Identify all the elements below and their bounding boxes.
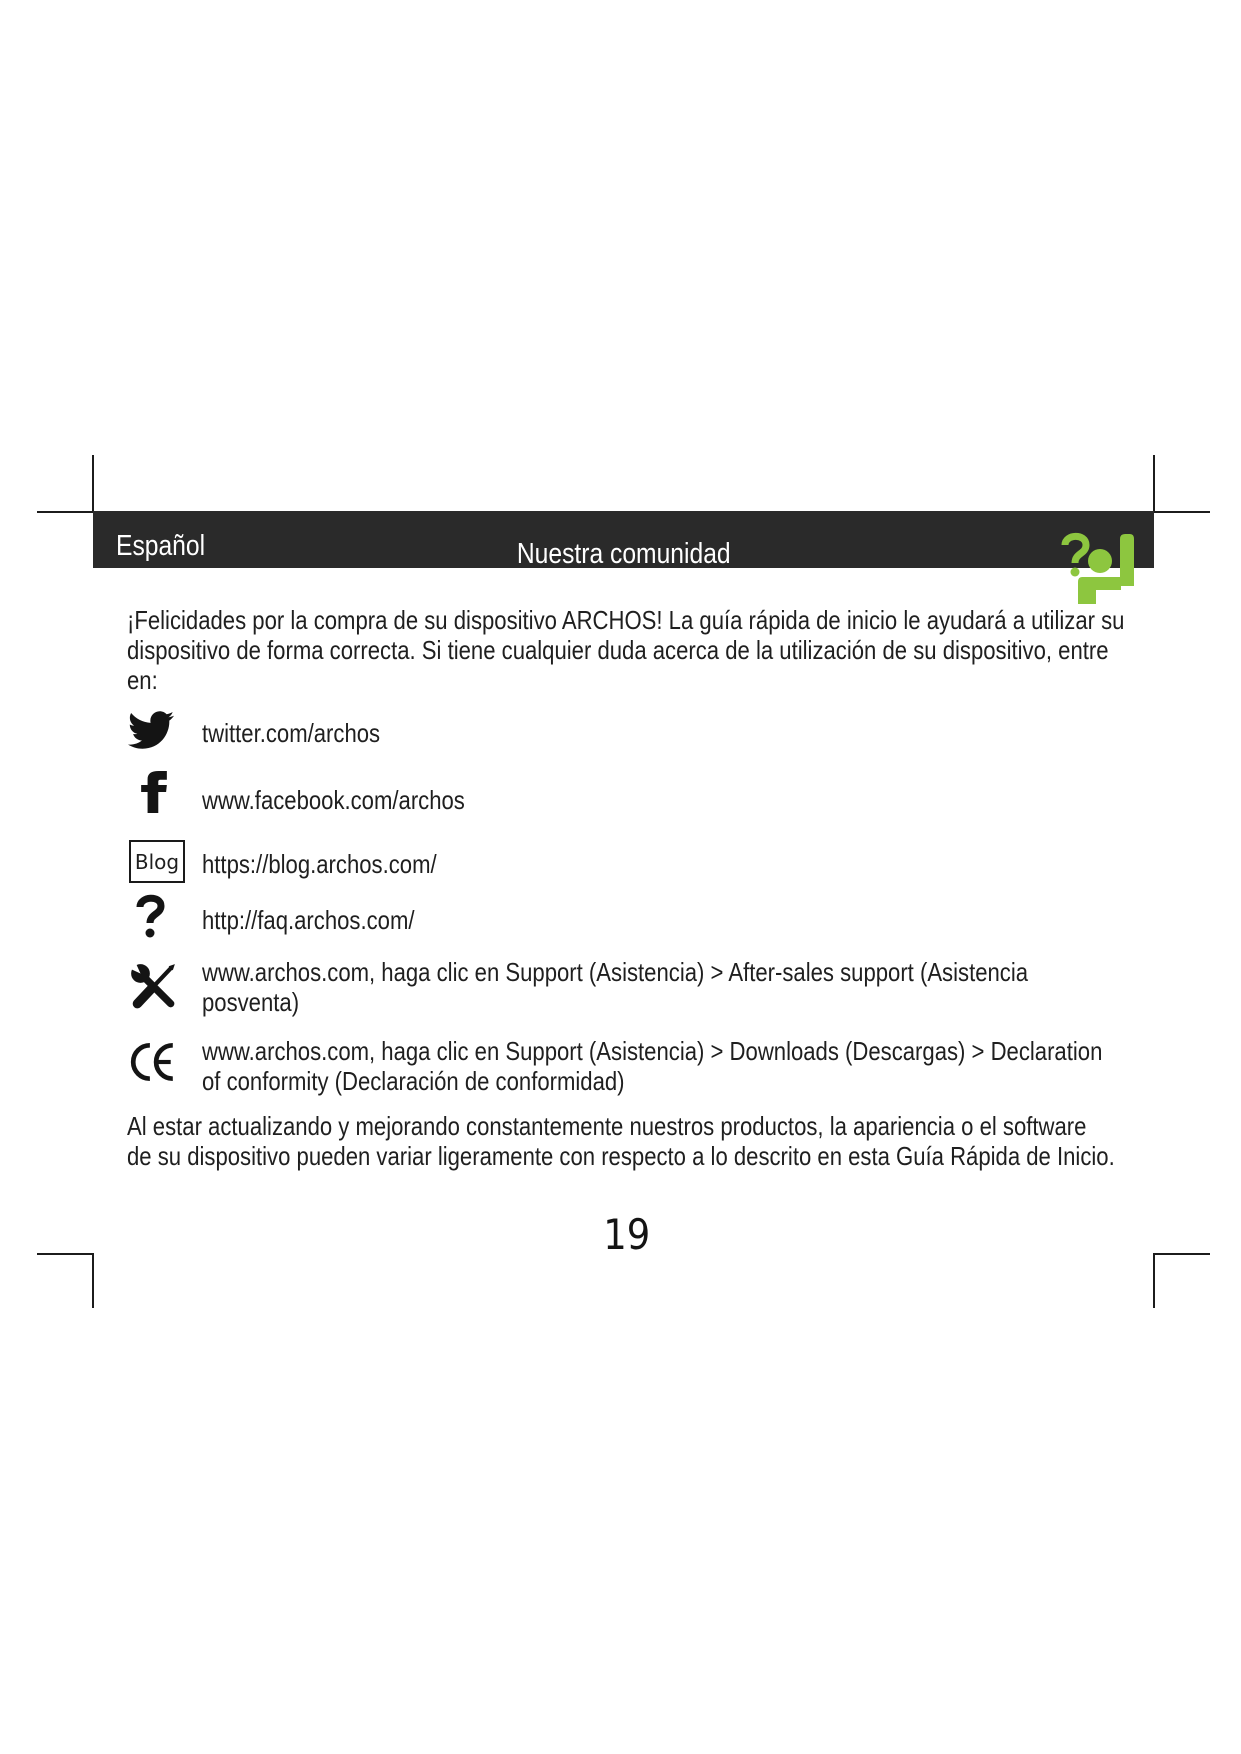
question-dot-shape [146, 929, 155, 938]
support-instructions: www.archos.com, haga clic en Support (Asistencia) > After-sales support (Asistencia posventa) [202, 957, 1029, 1017]
section-title-wrap [93, 537, 1154, 571]
crop-mark-top-left-horizontal [37, 511, 94, 513]
facebook-icon [139, 771, 169, 813]
page-number-wrap [527, 1210, 727, 1260]
tools-icon [128, 961, 178, 1011]
person-head-shape [1088, 549, 1112, 573]
question-icon [132, 893, 168, 939]
conformity-instructions: www.archos.com, haga clic en Support (Asistencia) > Downloads (Descargas) > Declaration of conformity (Declaración de conformidad) [202, 1036, 1103, 1096]
question-mark-dot [1071, 568, 1080, 577]
crop-mark-bottom-left-horizontal [37, 1253, 94, 1255]
crop-mark-top-right-horizontal [1153, 511, 1210, 513]
crop-mark-bottom-left-vertical [92, 1253, 94, 1308]
crop-mark-top-right-vertical [1153, 455, 1155, 512]
raised-arm-shape [1120, 534, 1134, 586]
crop-mark-bottom-right-horizontal [1153, 1253, 1210, 1255]
blog-address: https://blog.archos.com/ [202, 849, 437, 879]
faq-address: http://faq.archos.com/ [202, 905, 415, 935]
question-curve-shape [140, 898, 161, 923]
twitter-icon [128, 707, 174, 753]
blog-icon-label: Blog [134, 849, 180, 874]
crop-mark-bottom-right-vertical [1153, 1253, 1155, 1308]
language-label: Español [116, 530, 206, 562]
page-number: 19 [603, 1210, 651, 1259]
community-help-icon [1058, 530, 1138, 606]
facebook-f-shape [141, 771, 167, 813]
section-title: Nuestra comunidad [516, 538, 731, 570]
twitter-bird-shape [128, 711, 174, 748]
twitter-address: twitter.com/archos [202, 718, 381, 748]
person-body-shape [1078, 577, 1121, 604]
screwdriver-handle-shape [137, 987, 153, 1004]
ce-mark-icon [128, 1040, 178, 1084]
ce-c-shape [133, 1045, 150, 1078]
facebook-address: www.facebook.com/archos [202, 785, 465, 815]
intro-paragraph: ¡Felicidades por la compra de su dispositivo ARCHOS! La guía rápida de inicio le ayudará a utilizar su dispositivo de forma correcta. Si tiene cualquier duda acerca de la utilización de su dispositivo, entre en: [127, 605, 1125, 695]
crop-mark-top-left-vertical [92, 455, 94, 512]
disclaimer-paragraph: Al estar actualizando y mejorando constantemente nuestros productos, la apariencia o el software de su dispositivo pueden variar ligeramente con respecto a lo descrito en esta Guía Rápida de Inicio. [127, 1111, 1115, 1171]
blog-icon [129, 840, 185, 883]
question-mark-shape [1065, 536, 1086, 563]
